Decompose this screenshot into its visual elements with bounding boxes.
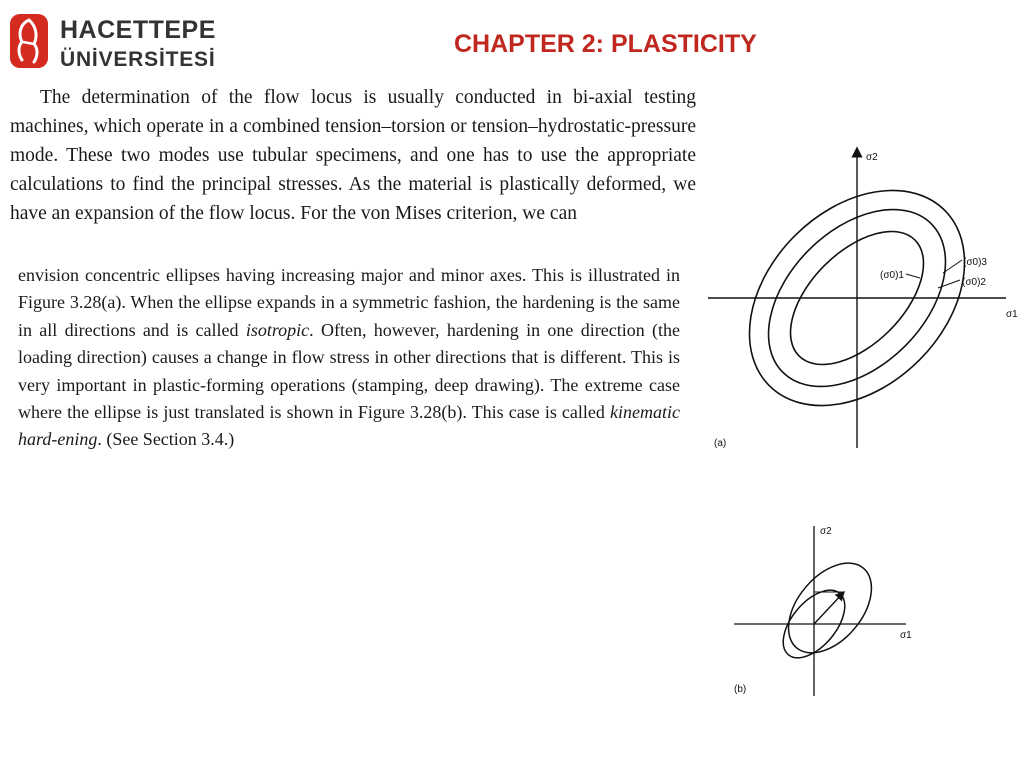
figure-b-translation-arrow	[814, 592, 844, 624]
logo-text-universitesi: ÜNİVERSİTESİ	[60, 48, 216, 71]
figure-a-label-sigma1: σ1	[1006, 309, 1018, 320]
figure-b-caption: (b)	[734, 684, 747, 695]
figure-a-isotropic-hardening	[706, 140, 1024, 460]
figure-a-label-sigma0-3: (σ0)3	[963, 257, 987, 268]
figure-a-caption: (a)	[714, 438, 727, 449]
paragraph-hardening-part1: envision concentric ellipses having increasing major and minor axes. This is illustrated in Figure 3.28(a). When the ellipse expands in a symmetric fashion, the hardening is the same in all directions and is called	[18, 265, 680, 340]
paragraph-flow-locus: The determination of the flow locus is usually conducted in bi-axial testing machines, which operate in a combined tension–torsion or tension–hydrostatic-pressure mode. These two modes use tubular specimens, and one has to use the appropriate calculations to find the principal stresses. As the material is plastically deformed, we have an expansion of the flow locus. For the von Mises criterion, we can	[10, 87, 696, 224]
figure-a-leader-inner	[906, 274, 920, 278]
term-isotropic: isotropic	[245, 319, 310, 340]
figure-b-label-sigma2: σ2	[820, 526, 832, 537]
figure-b-kinematic-hardening	[726, 520, 926, 700]
university-logo	[8, 12, 218, 74]
page-title: CHAPTER 2: PLASTICITY	[454, 30, 757, 58]
paragraph-hardening-part2: . Often, however, hardening in one direction (the loading direction) causes a change in flow stress in other directions that is different. This is very important in plastic-forming operations (stamping, deep drawing). The extreme case where the ellipse is just translated is shown in Figure 3.28(b). This case is called	[18, 319, 680, 423]
figure-a-leader-middle	[938, 280, 960, 288]
figure-a-label-sigma2: σ2	[866, 152, 878, 163]
paragraph-hardening-part3: . (See Section 3.4.)	[97, 429, 235, 450]
figure-b-ellipse-translated	[772, 548, 888, 669]
figure-a-label-sigma0-2: (σ0)2	[962, 277, 986, 288]
term-kinematic-hardening: kinematic hard-ening	[18, 402, 680, 450]
paragraph-hardening	[18, 262, 680, 454]
figure-a-label-sigma0-1: (σ0)1	[880, 270, 904, 281]
hacettepe-emblem-icon	[8, 12, 50, 70]
logo-text-hacettepe: HACETTEPE	[60, 16, 216, 44]
figure-b-label-sigma1: σ1	[900, 630, 912, 641]
